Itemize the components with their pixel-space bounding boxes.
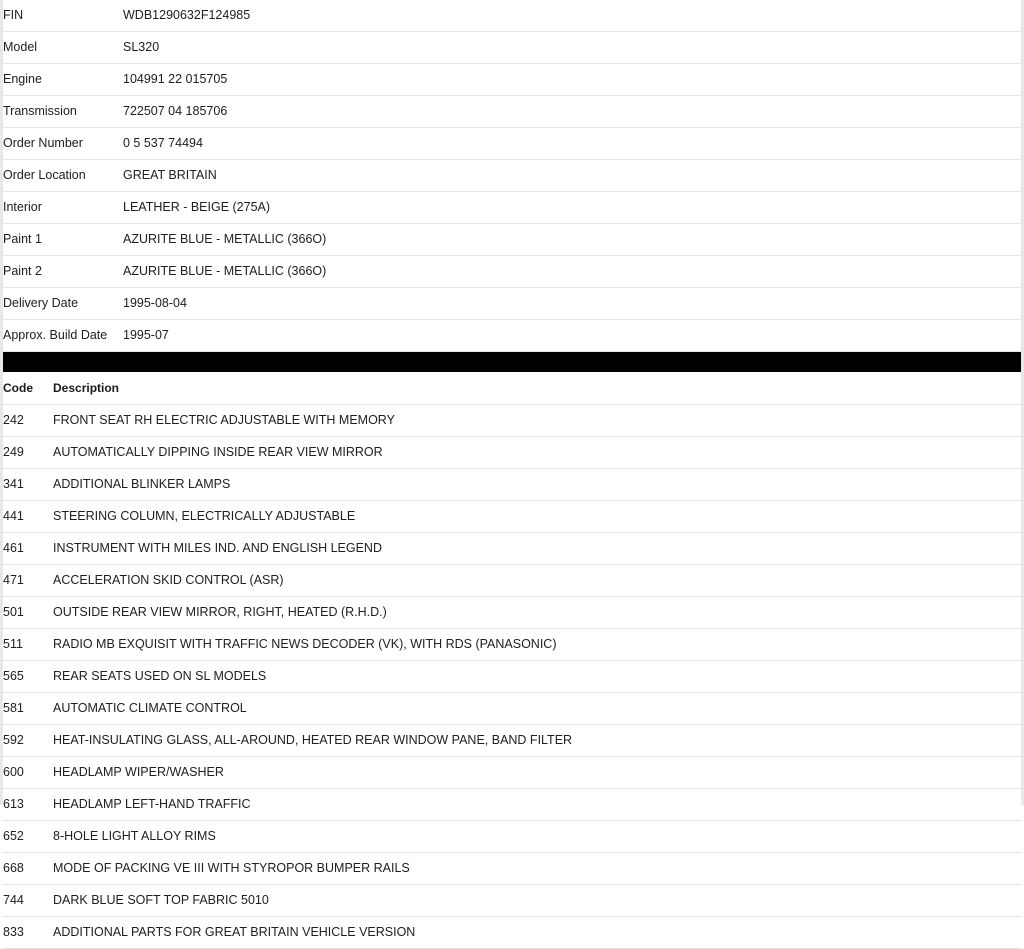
option-description: ADDITIONAL PARTS FOR GREAT BRITAIN VEHICLE VERSION xyxy=(53,925,416,939)
option-description: AUTOMATIC CLIMATE CONTROL xyxy=(53,701,247,715)
table-row xyxy=(3,437,1021,469)
section-divider xyxy=(3,352,1021,372)
info-row xyxy=(3,320,1021,352)
option-code: 652 xyxy=(3,829,24,843)
option-code: 471 xyxy=(3,573,24,587)
table-row xyxy=(3,533,1021,565)
info-row-value: 1995-08-04 xyxy=(123,296,187,310)
table-row xyxy=(3,757,1021,789)
option-description: 8-HOLE LIGHT ALLOY RIMS xyxy=(53,829,216,843)
table-row xyxy=(3,725,1021,757)
table-row xyxy=(3,885,1021,917)
option-description: MODE OF PACKING VE III WITH STYROPOR BUMPER RAILS xyxy=(53,861,410,875)
table-row xyxy=(3,661,1021,693)
option-code: 461 xyxy=(3,541,24,555)
option-description: ADDITIONAL BLINKER LAMPS xyxy=(53,477,231,491)
info-row xyxy=(3,256,1021,288)
option-codes-table xyxy=(3,372,1021,949)
info-row xyxy=(3,64,1021,96)
info-row-value: WDB1290632F124985 xyxy=(123,8,251,22)
info-row-label: Order Number xyxy=(3,136,83,150)
info-row-value: AZURITE BLUE - METALLIC (366O) xyxy=(123,232,327,246)
info-row xyxy=(3,224,1021,256)
option-description: HEADLAMP WIPER/WASHER xyxy=(53,765,224,779)
info-row xyxy=(3,0,1021,32)
table-row xyxy=(3,565,1021,597)
option-code: 744 xyxy=(3,893,24,907)
info-row-value: LEATHER - BEIGE (275A) xyxy=(123,200,271,214)
option-description: INSTRUMENT WITH MILES IND. AND ENGLISH LEGEND xyxy=(53,541,382,555)
info-row-value: AZURITE BLUE - METALLIC (366O) xyxy=(123,264,327,278)
option-code: 242 xyxy=(3,413,24,427)
table-row xyxy=(3,501,1021,533)
option-code: 511 xyxy=(3,637,23,651)
option-description: HEADLAMP LEFT-HAND TRAFFIC xyxy=(53,797,251,811)
option-code: 613 xyxy=(3,797,24,811)
option-code: 249 xyxy=(3,445,24,459)
info-row-label: Paint 1 xyxy=(3,232,42,246)
info-row-value: 1995-07 xyxy=(123,328,169,342)
table-row xyxy=(3,821,1021,853)
option-code: 341 xyxy=(3,477,24,491)
option-description: FRONT SEAT RH ELECTRIC ADJUSTABLE WITH MEMORY xyxy=(53,413,395,427)
option-code: 668 xyxy=(3,861,24,875)
info-row-label: Delivery Date xyxy=(3,296,79,310)
info-row xyxy=(3,192,1021,224)
option-code: 501 xyxy=(3,605,24,619)
option-codes-header xyxy=(3,372,1021,405)
info-row xyxy=(3,288,1021,320)
option-description: AUTOMATICALLY DIPPING INSIDE REAR VIEW MIRROR xyxy=(53,445,383,459)
info-row-value: 722507 04 185706 xyxy=(123,104,228,118)
option-description: DARK BLUE SOFT TOP FABRIC 5010 xyxy=(53,893,269,907)
info-row-value: SL320 xyxy=(123,40,160,54)
column-header-description: Description xyxy=(53,381,120,395)
vehicle-info-body xyxy=(3,0,1021,352)
info-row xyxy=(3,32,1021,64)
option-code: 833 xyxy=(3,925,24,939)
info-row-label: Approx. Build Date xyxy=(3,328,108,342)
option-description: ACCELERATION SKID CONTROL (ASR) xyxy=(53,573,284,587)
option-code: 441 xyxy=(3,509,24,523)
info-row-label: Engine xyxy=(3,72,42,86)
info-row-label: FIN xyxy=(3,8,24,22)
option-code: 581 xyxy=(3,701,24,715)
vehicle-info-table xyxy=(3,0,1021,352)
info-row-value: 104991 22 015705 xyxy=(123,72,228,86)
option-code: 600 xyxy=(3,765,24,779)
table-row xyxy=(3,597,1021,629)
option-code: 592 xyxy=(3,733,24,747)
table-row xyxy=(3,405,1021,437)
info-row xyxy=(3,96,1021,128)
option-description: HEAT-INSULATING GLASS, ALL-AROUND, HEATED REAR WINDOW PANE, BAND FILTER xyxy=(53,733,573,747)
option-description: RADIO MB EXQUISIT WITH TRAFFIC NEWS DECODER (VK), WITH RDS (PANASONIC) xyxy=(53,637,557,651)
option-description: OUTSIDE REAR VIEW MIRROR, RIGHT, HEATED (R.H.D.) xyxy=(53,605,387,619)
info-row-label: Model xyxy=(3,40,38,54)
table-row xyxy=(3,853,1021,885)
info-row xyxy=(3,160,1021,192)
option-description: STEERING COLUMN, ELECTRICALLY ADJUSTABLE xyxy=(53,509,356,523)
info-row-label: Transmission xyxy=(3,104,77,118)
info-row-value: 0 5 537 74494 xyxy=(123,136,203,150)
info-row-label: Order Location xyxy=(3,168,86,182)
column-header-code: Code xyxy=(3,381,33,395)
table-row xyxy=(3,629,1021,661)
option-description: REAR SEATS USED ON SL MODELS xyxy=(53,669,267,683)
table-header-row xyxy=(3,372,1021,405)
table-row xyxy=(3,917,1021,949)
info-row xyxy=(3,128,1021,160)
table-row xyxy=(3,693,1021,725)
info-row-value: GREAT BRITAIN xyxy=(123,168,217,182)
info-row-label: Interior xyxy=(3,200,42,214)
option-code: 565 xyxy=(3,669,24,683)
option-codes-body xyxy=(3,405,1021,949)
table-row xyxy=(3,469,1021,501)
info-row-label: Paint 2 xyxy=(3,264,42,278)
